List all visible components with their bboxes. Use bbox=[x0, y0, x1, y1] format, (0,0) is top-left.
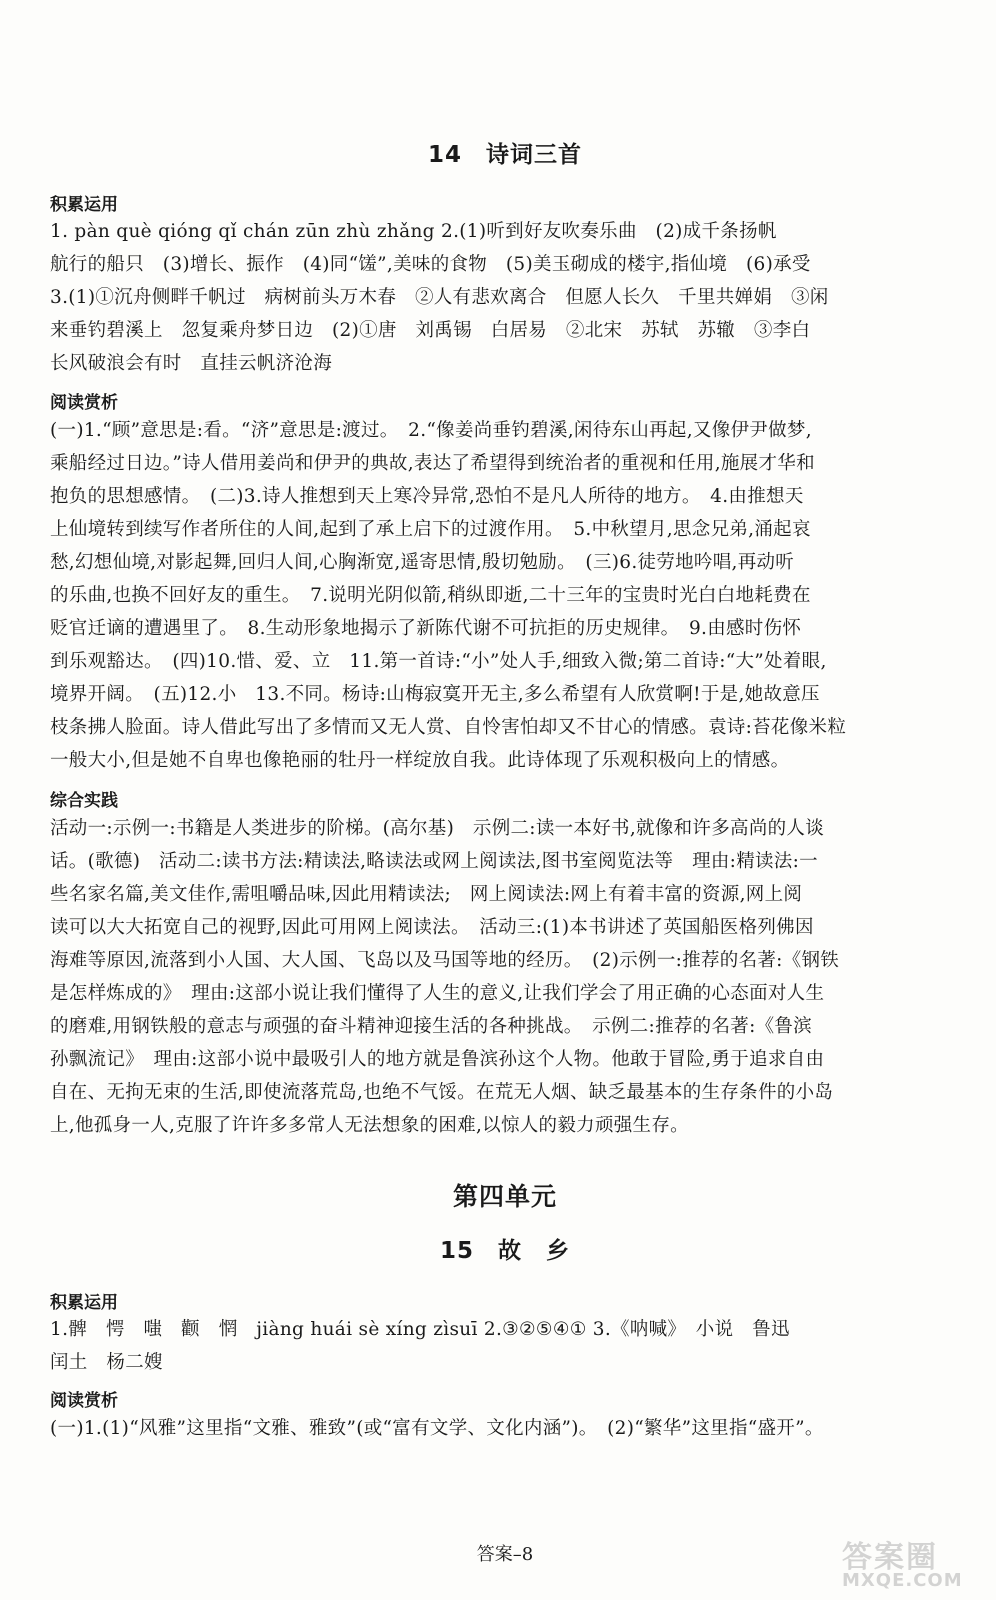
answer-line: (一)1.“顾”意思是:看。“济”意思是:渡过。 2.“像姜尚垂钓碧溪,闲待东山再起,又像伊尹做梦, bbox=[50, 420, 812, 441]
answer-line: 上仙境转到续写作者所住的人间,起到了承上启下的过渡作用。 5.中秋望月,思念兄弟,涌起哀 bbox=[50, 519, 811, 540]
lesson-15-title: 15 故 乡 bbox=[439, 1238, 570, 1264]
answer-line: (一)1.(1)“风雅”这里指“文雅、雅致”(或“富有文学、文化内涵”)。 (2)“繁华”这里指“盛开”。 bbox=[50, 1418, 824, 1439]
lesson-14-title: 14 诗词三首 bbox=[427, 142, 582, 168]
answer-line: 乘船经过日边。”诗人借用姜尚和伊尹的典故,表达了希望得到统治者的重视和任用,施展才华和 bbox=[50, 453, 815, 474]
answer-line: 些名家名篇,美文佳作,需咀嚼品味,因此用精读法; 网上阅读法:网上有着丰富的资源,网上阅 bbox=[50, 884, 803, 905]
answer-line: 读可以大大拓宽自己的视野,因此可用网上阅读法。 活动三:(1)本书讲述了英国船医格列佛因 bbox=[50, 917, 814, 938]
reading-answers bbox=[50, 1412, 960, 1445]
answer-page bbox=[50, 0, 960, 1600]
accumulation-answers bbox=[50, 1313, 960, 1379]
reading-heading: 阅读赏析 bbox=[50, 1391, 118, 1411]
answer-line: 到乐观豁达。 (四)10.惜、爱、立 11.第一首诗:“小”处人手,细致入微;第二首诗:“大”处着眼, bbox=[50, 651, 827, 672]
watermark-bottom-text: MXQE.COM bbox=[842, 1570, 963, 1591]
accumulation-heading: 积累运用 bbox=[50, 1293, 118, 1313]
answer-line: 上,他孤身一人,克服了许许多多常人无法想象的困难,以惊人的毅力顽强生存。 bbox=[50, 1115, 689, 1136]
answer-line: 闰土 杨二嫂 bbox=[50, 1352, 163, 1373]
answer-line: 枝条拂人脸面。诗人借此写出了多情而又无人赏、自怜害怕却又不甘心的情感。袁诗:苔花像米粒 bbox=[50, 717, 847, 738]
answer-line: 抱负的思想感情。 (二)3.诗人推想到天上寒冷异常,恐怕不是凡人所待的地方。 4.由推想天 bbox=[50, 486, 804, 507]
answer-line: 贬官迁谪的遭遇里了。 8.生动形象地揭示了新陈代谢不可抗拒的历史规律。 9.由感时伤怀 bbox=[50, 618, 802, 639]
answer-line: 航行的船只 (3)增长、振作 (4)同“馐”,美味的食物 (5)美玉砌成的楼宇,指仙境 (6)承受 bbox=[50, 254, 811, 275]
page-number: 答案–8 bbox=[476, 1544, 534, 1565]
answer-line: 的磨难,用钢铁般的意志与顽强的奋斗精神迎接生活的各种挑战。 示例二:推荐的名著:《鲁滨 bbox=[50, 1016, 812, 1037]
answer-line: 来垂钓碧溪上 忽复乘舟梦日边 (2)①唐 刘禹锡 白居易 ②北宋 苏轼 苏辙 ③李白 bbox=[50, 320, 811, 341]
accumulation-answers bbox=[50, 215, 960, 380]
practice-heading: 综合实践 bbox=[50, 791, 118, 811]
answer-line: 愁,幻想仙境,对影起舞,回归人间,心胸渐宽,遥寄思情,殷切勉励。 (三)6.徒劳地吟唱,再动听 bbox=[50, 552, 795, 573]
answer-line: 孙飘流记》 理由:这部小说中最吸引人的地方就是鲁滨孙这个人物。他敢于冒险,勇于追求自由 bbox=[50, 1049, 825, 1070]
answer-line: 3.(1)①沉舟侧畔千帆过 病树前头万木春 ②人有悲欢离合 但愿人长久 千里共婵娟 ③闲 bbox=[50, 287, 829, 308]
answer-line: 海难等原因,流落到小人国、大人国、飞岛以及马国等地的经历。 (2)示例一:推荐的名著:《钢铁 bbox=[50, 950, 840, 971]
site-watermark-logo bbox=[842, 1532, 982, 1591]
answer-line: 的乐曲,也换不回好友的重生。 7.说明光阴似箭,稍纵即逝,二十三年的宝贵时光白白地耗费在 bbox=[50, 585, 811, 606]
reading-heading: 阅读赏析 bbox=[50, 393, 118, 413]
answer-line: 1. pàn què qióng qǐ chán zūn zhù zhǎng 2.(1)听到好友吹奏乐曲 (2)成千条扬帆 bbox=[50, 221, 777, 242]
answer-line: 话。(歌德) 活动二:读书方法:精读法,略读法或网上阅读法,图书室阅览法等 理由:精读法:一 bbox=[50, 851, 818, 872]
practice-answers bbox=[50, 812, 960, 1142]
accumulation-heading: 积累运用 bbox=[50, 195, 118, 215]
reading-answers bbox=[50, 414, 960, 777]
answer-line: 一般大小,但是她不自卑也像艳丽的牡丹一样绽放自我。此诗体现了乐观积极向上的情感。 bbox=[50, 750, 790, 771]
answer-line: 1.髀 愕 嗤 颧 惘 jiàng huái sè xíng zìsuī 2.③②⑤④① 3.《呐喊》 小说 鲁迅 bbox=[50, 1319, 790, 1340]
answer-line: 境界开阔。 (五)12.小 13.不同。杨诗:山梅寂寞开无主,多么希望有人欣赏啊!于是,她故意压 bbox=[50, 684, 820, 705]
answer-line: 是怎样炼成的》 理由:这部小说让我们懂得了人生的意义,让我们学会了用正确的心态面对人生 bbox=[50, 983, 825, 1004]
answer-line: 自在、无拘无束的生活,即使流落荒岛,也绝不气馁。在荒无人烟、缺乏最基本的生存条件的小岛 bbox=[50, 1082, 834, 1103]
watermark-top-text: 答案圈 bbox=[842, 1540, 938, 1575]
answer-line: 长风破浪会有时 直挂云帆济沧海 bbox=[50, 353, 333, 374]
answer-line: 活动一:示例一:书籍是人类进步的阶梯。(高尔基) 示例二:读一本好书,就像和许多高尚的人谈 bbox=[50, 818, 825, 839]
unit-4-title: 第四单元 bbox=[452, 1182, 557, 1211]
